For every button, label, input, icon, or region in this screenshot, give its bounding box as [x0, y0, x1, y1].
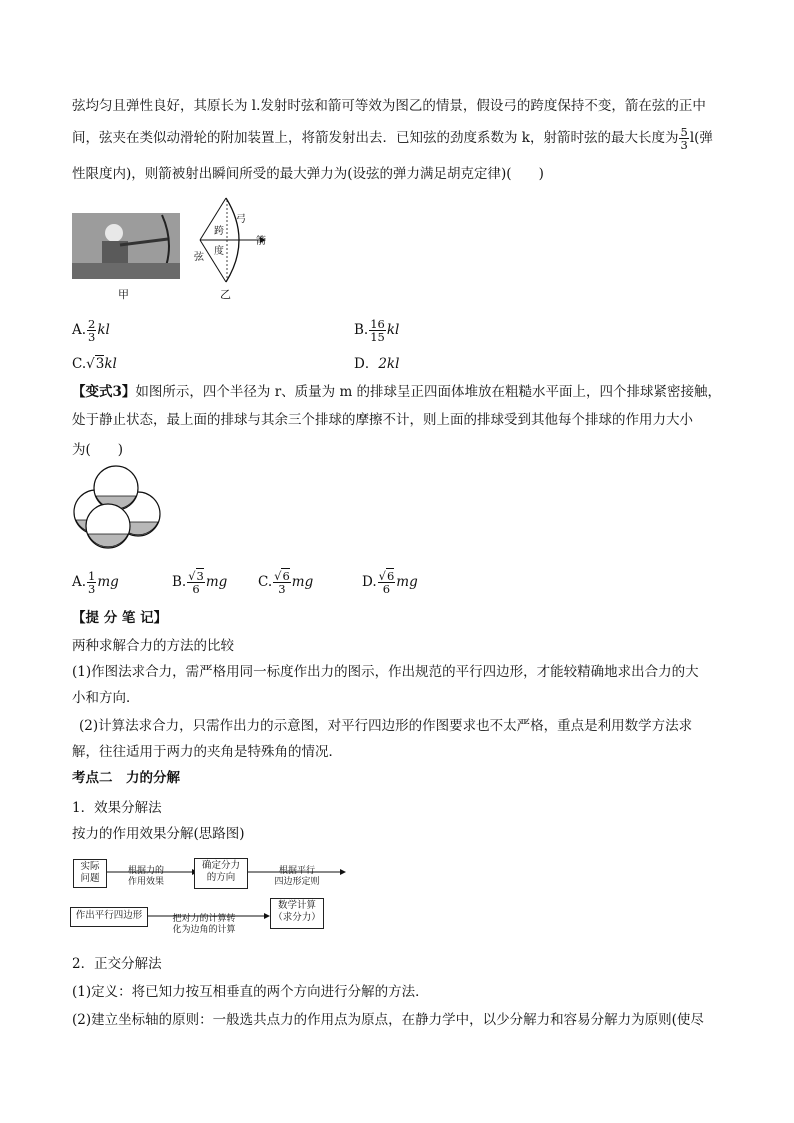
option-a-frac	[87, 318, 96, 343]
flow-box-draw-parallelogram: 作出平行四边形	[70, 907, 148, 927]
frac-den: 3	[88, 330, 96, 344]
option-a	[72, 318, 110, 343]
frac-den: 3	[278, 582, 286, 596]
notes-title: 两种求解合力的方法的比较	[72, 638, 234, 654]
fig-kua: 跨	[214, 226, 224, 237]
v3-option-b-tail: mg	[205, 574, 228, 590]
frac-den: 3	[680, 138, 688, 152]
section2-item2: 2．正交分解法	[72, 956, 162, 972]
fig-label-yi: 乙	[220, 288, 231, 301]
fig-jian: 箭	[256, 236, 266, 247]
flow-box-actual-problem	[73, 859, 107, 888]
variant3-line-1-text: 如图所示，四个半径为 r、质量为 m 的排球呈正四面体堆放在粗糙水平面上，四个排球紧密接触，	[135, 384, 722, 400]
option-c	[72, 354, 117, 374]
flow-box-determine-direction	[194, 858, 248, 889]
variant3-line-3: 为( )	[72, 442, 124, 458]
section2-def: (1)定义：将已知力按互相垂直的两个方向进行分解的方法．	[72, 984, 429, 1000]
problem-line-3: 性限度内)，则箭被射出瞬间所受的最大弹力为(设弦的弹力满足胡克定律)( )	[72, 166, 544, 182]
frac-num: 16	[370, 317, 385, 331]
option-a-tail: kl	[97, 322, 110, 338]
flow-box-math-calc-text: 数学计算 （求分力）	[273, 900, 321, 923]
v3-option-d	[362, 570, 418, 595]
option-d-text: 2kl	[378, 356, 400, 372]
option-b-frac	[369, 318, 386, 343]
problem-line-2-text: 间，弦夹在类似动滑轮的附加装置上，将箭发射出去．已知弦的劲度系数为 k，射箭时弦的最大长度为	[72, 130, 679, 146]
frac-den: 6	[192, 582, 200, 596]
frac-num: 1	[88, 569, 96, 583]
volleyball-stack-diagram	[72, 462, 164, 552]
section2-principle: (2)建立坐标轴的原则：一般选共点力的作用点为原点，在静力学中，以少分解力和容易分解力为原则(使尽	[72, 1012, 704, 1028]
flow-label-parallelogram-rule: 根据平行 四边形定则	[274, 866, 320, 887]
v3-option-d-tail: mg	[396, 574, 418, 590]
v3-option-b	[172, 570, 227, 595]
v3-option-c-root: 6	[282, 569, 290, 583]
option-c-root: 3	[95, 356, 105, 372]
section2-item1-desc: 按力的作用效果分解(思路图)	[72, 826, 245, 842]
option-b	[354, 318, 399, 343]
variant3-line-2: 处于静止状态，最上面的排球与其余三个排球的摩擦不计，则上面的排球受到其他每个排球的作用力大小	[72, 412, 693, 428]
v3-option-b-frac	[187, 570, 205, 595]
v3-option-a-tail: mg	[97, 574, 119, 590]
problem-line-2-tail: l(弹	[689, 130, 713, 146]
v3-option-b-root: 3	[196, 569, 204, 583]
fig-du: 度	[214, 246, 224, 257]
v3-option-d-root: 6	[386, 569, 395, 583]
fraction-five-thirds	[679, 126, 688, 151]
flow-box-determine-direction-text: 确定分力 的方向	[201, 860, 240, 883]
notes-heading: 【提 分 笔 记】	[72, 610, 168, 626]
archer-photo	[72, 213, 180, 279]
option-d-prefix: D．	[354, 356, 379, 372]
sqrt-symbol: √	[86, 356, 95, 372]
bow-diagram	[190, 196, 280, 286]
option-b-tail: kl	[386, 322, 400, 338]
v3-option-d-prefix: D.	[362, 574, 377, 590]
option-d	[354, 354, 399, 374]
frac-num: 2	[88, 317, 96, 331]
v3-option-a-frac	[87, 570, 96, 595]
notes-p1-line1: (1)作图法求合力，需严格用同一标度作出力的图示，作出规范的平行四边形，才能较精确地求出合力的大	[72, 664, 699, 680]
problem-line-1: 弦均匀且弹性良好，其原长为 l.发射时弦和箭可等效为图乙的情景，假设弓的跨度保持不变，箭在弦的正中	[72, 98, 706, 114]
v3-option-b-prefix: B.	[172, 574, 187, 590]
v3-option-a	[72, 570, 119, 595]
v3-option-c-tail: mg	[291, 574, 314, 590]
fig-label-jia: 甲	[118, 288, 129, 301]
flow-label-edge-angle: 把对力的计算转 化为边角的计算	[172, 914, 236, 935]
section2-item1: 1．效果分解法	[72, 800, 162, 816]
section2-heading: 考点二 力的分解	[72, 770, 180, 786]
problem-line-2	[72, 126, 713, 151]
flow-box-actual-problem-text: 实际 问题	[80, 861, 100, 884]
v3-option-c	[258, 570, 313, 595]
option-c-prefix: C.	[72, 356, 87, 372]
v3-option-a-prefix: A.	[72, 574, 87, 590]
frac-den: 6	[382, 582, 391, 596]
sqrt-symbol: √	[188, 569, 196, 583]
frac-num: 5	[680, 125, 688, 139]
frac-den: 3	[88, 582, 96, 596]
notes-p1-line2: 小和方向．	[72, 690, 140, 706]
fig-gong: 弓	[236, 214, 246, 225]
v3-option-d-frac	[378, 570, 396, 595]
sqrt-symbol: √	[274, 569, 282, 583]
v3-option-c-prefix: C.	[258, 574, 273, 590]
option-c-tail: kl	[104, 356, 117, 372]
flow-label-effect: 根据力的 作用效果	[127, 866, 164, 887]
option-a-prefix: A.	[72, 322, 87, 338]
notes-p2-line2: 解，往往适用于两力的夹角是特殊角的情况．	[72, 744, 342, 760]
option-b-prefix: B.	[354, 322, 369, 338]
flow-box-math-calc	[270, 898, 324, 929]
variant3-line-1	[72, 382, 721, 402]
variant3-tag: 【变式3】	[72, 384, 136, 400]
frac-den: 15	[370, 330, 385, 344]
fig-xian: 弦	[194, 252, 204, 263]
notes-p2-line1: (2)计算法求合力，只需作出力的示意图，对平行四边形的作图要求也不太严格，重点是利用数学方法求	[79, 718, 693, 734]
v3-option-c-frac	[273, 570, 291, 595]
sqrt-symbol: √	[378, 569, 386, 583]
